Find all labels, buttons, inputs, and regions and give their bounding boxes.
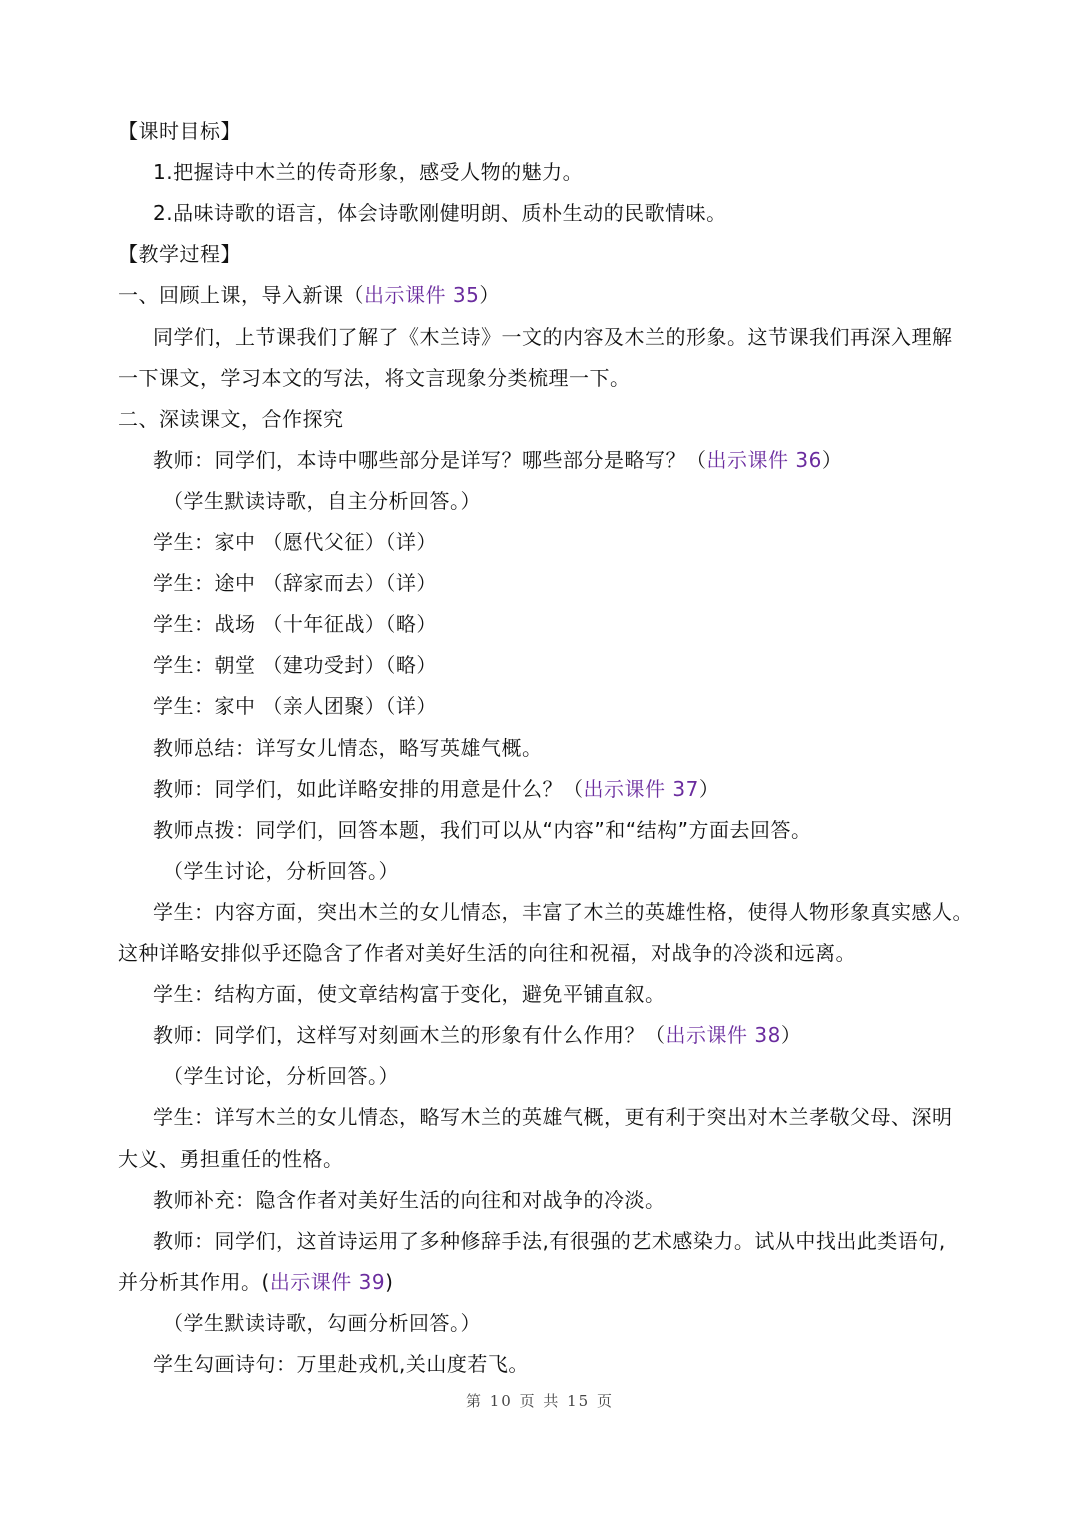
text-segment: 【教学过程】 [118,242,241,266]
text-line [153,322,953,352]
text-segment: 学生：战场 （十年征战）（略） [153,612,437,636]
text-line [118,404,344,434]
text-segment: 并分析其作用。( [118,1270,270,1294]
text-segment: ） [479,283,500,307]
text-line [163,1308,481,1338]
text-line [118,280,500,310]
text-segment: 教师补充：隐含作者对美好生活的向往和对战争的冷淡。 [153,1188,666,1212]
text-line [118,1144,344,1174]
text-line [163,856,399,886]
text-line [153,568,437,598]
text-line [153,979,666,1009]
text-line [153,897,973,927]
text-segment: 1.把握诗中木兰的传奇形象，感受人物的魅力。 [153,160,584,184]
text-line [153,733,543,763]
text-segment: 大义、勇担重任的性格。 [118,1147,344,1171]
text-line [118,116,241,146]
text-line [153,198,727,228]
text-segment: 学生：朝堂 （建功受封）（略） [153,653,437,677]
text-line [153,774,719,804]
text-segment: 学生：详写木兰的女儿情态，略写木兰的英雄气概，更有利于突出对木兰孝敬父母、深明 [153,1105,953,1129]
text-segment: 同学们，上节课我们了解了《木兰诗》一文的内容及木兰的形象。这节课我们再深入理解 [153,325,953,349]
text-segment: ) [385,1270,394,1294]
text-segment: 学生：家中 （愿代父征）（详） [153,530,437,554]
text-segment: ） [821,448,843,472]
text-segment: 教师：同学们，本诗中哪些部分是详写？哪些部分是略写？（ [153,448,707,472]
text-line [118,938,856,968]
text-line [153,609,437,639]
text-segment: 教师总结：详写女儿情态，略写英雄气概。 [153,736,543,760]
text-segment: 一下课文，学习本文的写法，将文言现象分类梳理一下。 [118,366,631,390]
text-line [118,239,241,269]
text-segment: （学生讨论，分析回答。） [163,859,399,883]
text-line [153,445,842,475]
courseware-link[interactable]: 出示课件 38 [665,1023,781,1047]
text-segment: 学生：途中 （辞家而去）（详） [153,571,437,595]
text-segment: （学生默读诗歌，勾画分析回答。） [163,1311,481,1335]
text-segment: 【课时目标】 [118,119,241,143]
text-line [153,1102,953,1132]
text-segment: 教师：同学们，这首诗运用了多种修辞手法,有很强的艺术感染力。试从中找出此类语句, [153,1229,946,1253]
text-line [153,527,437,557]
text-line [118,1267,393,1297]
text-segment: 一、回顾上课，导入新课（ [118,283,364,307]
text-segment: 二、深读课文，合作探究 [118,407,344,431]
text-segment: 学生勾画诗句：万里赴戎机,关山度若飞。 [153,1352,529,1376]
text-segment: ） [780,1023,802,1047]
courseware-link[interactable]: 出示课件 39 [269,1270,386,1294]
text-line [153,691,437,721]
text-segment: 教师点拨：同学们，回答本题，我们可以从“内容”和“结构”方面去回答。 [153,818,812,842]
text-segment: （学生讨论，分析回答。） [163,1064,399,1088]
text-segment: 这种详略安排似乎还隐含了作者对美好生活的向往和祝福，对战争的冷淡和远离。 [118,941,856,965]
text-segment: 学生：内容方面，突出木兰的女儿情态，丰富了木兰的英雄性格，使得人物形象真实感人。 [153,900,973,924]
text-line [153,1185,666,1215]
text-line [153,1020,801,1050]
text-line [163,486,481,516]
text-line [153,157,583,187]
text-segment: 学生：家中 （亲人团聚）（详） [153,694,437,718]
text-segment: 学生：结构方面，使文章结构富于变化，避免平铺直叙。 [153,982,666,1006]
text-segment: 教师：同学们，这样写对刻画木兰的形象有什么作用？（ [153,1023,666,1047]
text-line [163,1061,399,1091]
text-line [153,650,437,680]
text-line [153,815,811,845]
text-line [153,1349,529,1379]
text-segment: ） [698,777,720,801]
text-segment: （学生默读诗歌，自主分析回答。） [163,489,481,513]
page-footer: 第 10 页 共 15 页 [465,1392,614,1410]
text-segment: 教师：同学们，如此详略安排的用意是什么？（ [153,777,584,801]
text-line [153,1226,946,1256]
courseware-link[interactable]: 出示课件 37 [583,777,699,801]
text-line [118,363,631,393]
courseware-link[interactable]: 出示课件 36 [706,448,822,472]
text-segment: 2.品味诗歌的语言，体会诗歌刚健明朗、质朴生动的民歌情味。 [153,201,727,225]
courseware-link[interactable]: 出示课件 35 [364,283,480,307]
